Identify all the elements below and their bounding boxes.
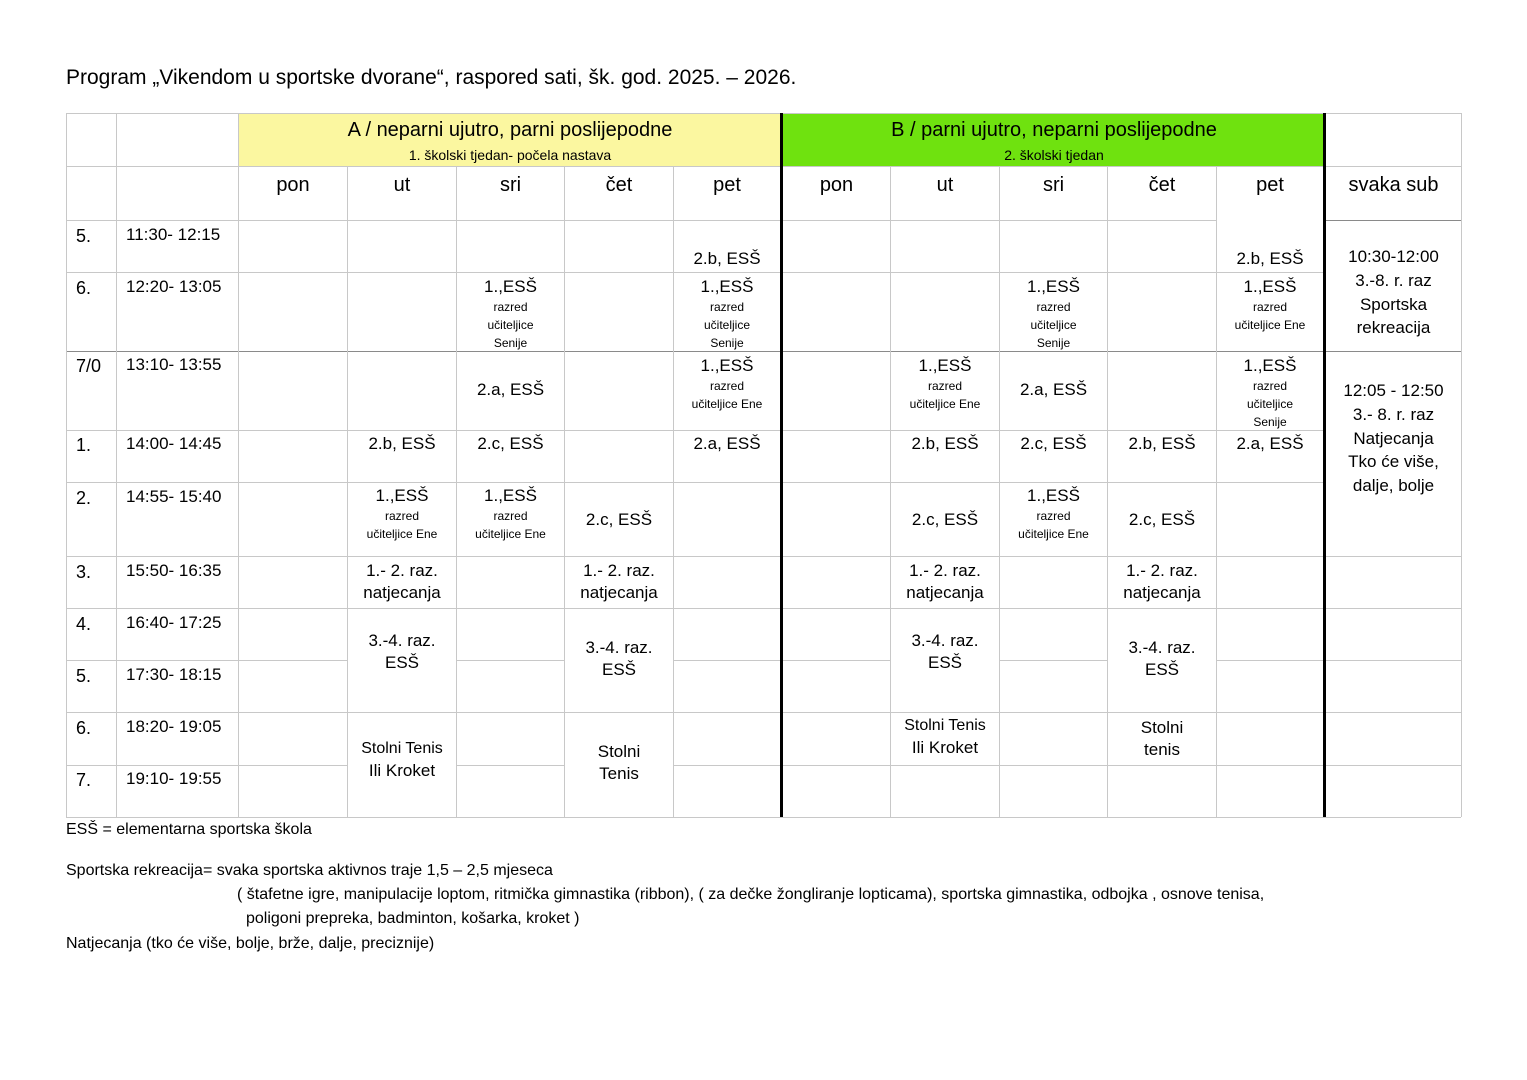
class-cell (891, 560, 999, 604)
class-cell (565, 637, 673, 681)
class-cell (348, 485, 456, 543)
class-cell: 2.b, ESŠ (1236, 249, 1304, 268)
period-number: 2. (76, 488, 92, 508)
class-cell: 2.a, ESŠ (476, 380, 545, 399)
saturday-line: 3.-8. r. raz (1355, 270, 1432, 290)
class-cell (348, 739, 456, 782)
class-cell (891, 630, 999, 674)
period-number: 4. (76, 614, 92, 634)
day-header-ut: ut (936, 174, 954, 196)
class-cell-main: 1.,ESŠ (484, 486, 537, 505)
class-cell-sub: učiteljice (487, 318, 534, 333)
class-cell-sub: učiteljice Ene (366, 527, 438, 542)
class-cell-sub: učiteljice Ene (909, 397, 981, 412)
class-cell-sub: Senije (1253, 415, 1287, 430)
class-cell-line: tenis (1144, 740, 1180, 760)
class-cell (1000, 485, 1107, 543)
grid-line (1216, 660, 1461, 661)
period-time: 14:00- 14:45 (126, 434, 222, 453)
class-cell (348, 630, 456, 674)
class-cell-line: ESŠ (927, 653, 963, 673)
class-cell-line: 3.-4. raz. (1128, 638, 1196, 657)
day-header-pon: pon (276, 174, 310, 196)
period-time: 12:20- 13:05 (126, 277, 222, 296)
class-cell: 2.b, ESŠ (693, 249, 761, 268)
grid-line (66, 556, 1461, 557)
class-cell-line: ESŠ (601, 660, 637, 680)
day-header-sub: svaka sub (1348, 174, 1439, 196)
grid-line (66, 482, 1325, 483)
day-header-ut: ut (393, 174, 411, 196)
saturday-line: Tko će više, (1348, 452, 1439, 472)
class-cell (891, 716, 999, 759)
class-cell-line: 1.- 2. raz. (366, 561, 438, 580)
class-cell-sub: učiteljice (1030, 318, 1077, 333)
class-cell-sub: učiteljice Ene (1018, 527, 1089, 542)
period-time: 14:55- 15:40 (126, 487, 222, 506)
grid-line (999, 660, 1108, 661)
class-cell-main: 1.,ESŠ (700, 277, 754, 296)
class-cell: 2.c, ESŠ (477, 434, 544, 453)
class-cell: 2.a, ESŠ (1019, 380, 1088, 399)
activities-note: poligoni prepreka, badminton, košarka, kroket ) (246, 910, 580, 927)
group-a-subtitle: 1. školski tjedan- počela nastava (408, 147, 612, 163)
class-cell-line: Ili Kroket (911, 737, 979, 757)
saturday-line: Sportska (1359, 294, 1428, 314)
class-cell-line: natjecanja (363, 583, 441, 603)
class-cell-sub: Senije (710, 336, 744, 351)
grid-line (66, 765, 348, 766)
class-cell-line: 1.- 2. raz. (909, 561, 981, 580)
class-cell (1000, 276, 1107, 352)
recreation-note: Sportska rekreacija= svaka sportska aktivnos traje 1,5 – 2,5 mjeseca (66, 862, 553, 879)
legend-note: ESŠ = elementarna sportska škola (66, 821, 312, 838)
class-cell-line: ESŠ (1144, 660, 1180, 680)
saturday-cell (1326, 379, 1461, 498)
competitions-note: Natjecanja (tko će više, bolje, brže, dalje, preciznije) (66, 935, 435, 952)
class-cell-sub: razred (384, 509, 419, 524)
group-separator (780, 113, 783, 817)
grid-line (673, 765, 1461, 766)
class-cell: 2.b, ESŠ (368, 434, 436, 453)
class-cell-sub: razred (493, 300, 528, 315)
class-cell-main: 1.,ESŠ (1243, 277, 1297, 296)
group-a-title: A / neparni ujutro, parni poslijepodne (347, 119, 673, 141)
class-cell (457, 276, 564, 352)
grid-line (1461, 113, 1462, 817)
class-cell: 2.c, ESŠ (1128, 510, 1196, 529)
grid-line (66, 272, 1325, 273)
day-header-sri: sri (1042, 174, 1065, 196)
class-cell: 2.a, ESŠ (1236, 434, 1304, 453)
class-cell (674, 355, 780, 413)
class-cell: 2.b, ESŠ (911, 434, 979, 453)
period-number: 7/0 (76, 356, 102, 376)
class-cell-sub: razred (927, 379, 962, 394)
class-cell-main: 1.,ESŠ (1243, 356, 1297, 375)
class-cell-line: Stolni (597, 742, 641, 761)
grid-line (66, 113, 1461, 114)
grid-line (456, 660, 565, 661)
class-cell-sub: razred (709, 379, 744, 394)
class-cell: 2.c, ESŠ (585, 510, 653, 529)
period-time: 11:30- 12:15 (126, 225, 221, 244)
grid-line (564, 166, 565, 817)
class-cell-line: 3.-4. raz. (368, 631, 436, 650)
class-cell-line: natjecanja (1123, 583, 1201, 603)
grid-line (66, 166, 1461, 167)
grid-line (66, 817, 1461, 818)
grid-line (66, 430, 1325, 431)
activities-note: ( štafetne igre, manipulacije loptom, ritmička gimnastika (ribbon), ( za dečke žongliranje lopticama), sportska gimnastika, odbojka , osnove tenisa, (237, 886, 1265, 903)
class-cell-sub: učiteljice Ene (1234, 318, 1306, 333)
class-cell-line: 1.- 2. raz. (583, 561, 655, 580)
day-header-cet: čet (1148, 174, 1176, 196)
class-cell-sub: Senije (1036, 336, 1071, 351)
period-number: 5. (76, 226, 92, 246)
period-number: 5. (76, 666, 92, 686)
class-cell-sub: učiteljice Ene (475, 527, 546, 542)
class-cell-sub: razred (709, 300, 744, 315)
period-time: 13:10- 13:55 (126, 355, 222, 374)
class-cell-sub: razred (1252, 300, 1287, 315)
class-cell-sub: učiteljice (1246, 397, 1294, 412)
saturday-line: dalje, bolje (1352, 476, 1435, 496)
class-cell-main: 1.,ESŠ (484, 277, 537, 296)
day-header-sri: sri (499, 174, 522, 196)
period-time: 19:10- 19:55 (126, 769, 222, 788)
saturday-line: Natjecanja (1353, 428, 1434, 448)
class-cell-line: Stolni (1140, 718, 1184, 737)
class-cell-line: 1.- 2. raz. (1126, 561, 1198, 580)
grid-line (1326, 220, 1461, 221)
grid-line (116, 113, 117, 817)
class-cell (1217, 355, 1323, 431)
class-cell-sub: razred (1036, 509, 1071, 524)
grid-line (66, 608, 1461, 609)
period-time: 17:30- 18:15 (126, 665, 222, 684)
group-b-title: B / parni ujutro, neparni poslijepodne (891, 119, 1217, 141)
class-cell-sub: razred (1252, 379, 1287, 394)
saturday-line: 12:05 - 12:50 (1343, 381, 1444, 400)
class-cell-main: 1.,ESŠ (1027, 277, 1080, 296)
class-cell (1108, 717, 1216, 761)
day-header-pet: pet (1256, 174, 1284, 196)
period-time: 18:20- 19:05 (126, 717, 222, 736)
grid-line (238, 113, 239, 817)
period-number: 6. (76, 718, 92, 738)
class-cell-sub: učiteljice (703, 318, 751, 333)
grid-line (456, 765, 565, 766)
class-cell-line: 3.-4. raz. (911, 631, 979, 650)
class-cell-sub: učiteljice Ene (691, 397, 763, 412)
class-cell: 2.c, ESŠ (911, 510, 979, 529)
period-number: 7. (76, 770, 92, 790)
period-number: 3. (76, 562, 92, 582)
grid-line (66, 712, 1461, 713)
period-number: 1. (76, 435, 92, 455)
saturday-cell (1326, 245, 1461, 340)
period-time: 15:50- 16:35 (126, 561, 222, 580)
class-cell (1108, 560, 1216, 604)
class-cell-line: 3.-4. raz. (585, 638, 653, 657)
saturday-line: 10:30-12:00 (1348, 247, 1439, 266)
class-cell-line: natjecanja (580, 583, 658, 603)
class-cell-sub: razred (493, 509, 528, 524)
class-cell-line: Stolni Tenis (904, 717, 986, 734)
class-cell-line: ESŠ (384, 653, 420, 673)
grid-line (66, 660, 348, 661)
grid-line (66, 113, 67, 817)
class-cell (1108, 637, 1216, 681)
class-cell-sub: razred (1036, 300, 1071, 315)
class-cell (565, 741, 673, 785)
class-cell (565, 560, 673, 604)
group-b-subtitle: 2. školski tjedan (1004, 147, 1104, 163)
page-title: Program „Vikendom u sportske dvorane“, raspored sati, šk. god. 2025. – 2026. (66, 66, 797, 89)
class-cell-line: Ili Kroket (368, 760, 436, 780)
class-cell-main: 1.,ESŠ (700, 356, 754, 375)
class-cell-main: 1.,ESŠ (918, 356, 972, 375)
saturday-line: rekreacija (1356, 318, 1431, 338)
class-cell (674, 276, 780, 352)
class-cell-line: Tenis (599, 764, 639, 784)
period-time: 16:40- 17:25 (126, 613, 222, 632)
class-cell (457, 485, 564, 543)
class-cell: 2.c, ESŠ (1020, 434, 1087, 453)
class-cell-main: 1.,ESŠ (375, 486, 429, 505)
class-cell-main: 1.,ESŠ (1027, 486, 1080, 505)
class-cell (891, 355, 999, 413)
day-header-cet: čet (605, 174, 633, 196)
class-cell-line: natjecanja (906, 583, 984, 603)
saturday-line: 3.- 8. r. raz (1352, 404, 1435, 424)
class-cell-line: Stolni Tenis (361, 740, 443, 757)
class-cell (348, 560, 456, 604)
period-number: 6. (76, 278, 92, 298)
day-header-pet: pet (713, 174, 741, 196)
class-cell: 2.a, ESŠ (693, 434, 761, 453)
class-cell (1217, 276, 1323, 334)
day-header-pon: pon (819, 174, 854, 196)
class-cell: 2.b, ESŠ (1128, 434, 1196, 453)
class-cell-sub: Senije (493, 336, 528, 351)
